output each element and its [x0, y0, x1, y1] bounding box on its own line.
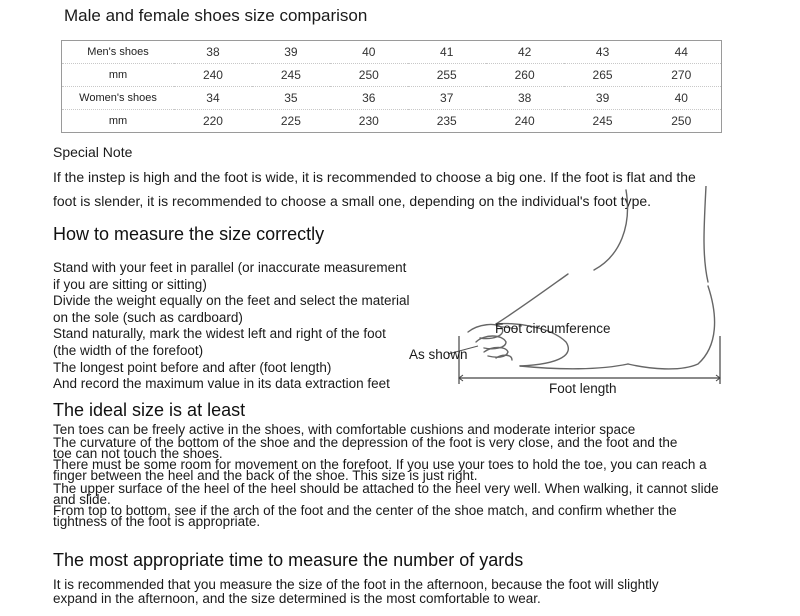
shin-front-line [594, 190, 628, 270]
ideal-line: Ten toes can be freely active in the shoes, with comfortable cushions and moderate interior space [53, 422, 636, 437]
size-table-cell: 255 [408, 64, 486, 87]
size-table-row [62, 87, 722, 110]
special-note-line-1: If the instep is high and the foot is wide, it is recommended to choose a big one. If the foot is flat and the [53, 169, 696, 185]
measure-line: (the width of the forefoot) [53, 342, 204, 358]
size-table-cell: 43 [564, 41, 642, 64]
size-table-row-label: mm [62, 64, 175, 87]
size-table-row-label: mm [108, 115, 128, 127]
size-table-cell: 38 [174, 41, 252, 64]
size-table-cell: 35 [252, 87, 330, 110]
size-table-cell: 225 [280, 114, 301, 128]
foot-circumference-label: Foot circumference [495, 321, 611, 336]
measure-line: Divide the weight equally on the feet and select the material [53, 293, 410, 309]
size-comparison-table [61, 40, 722, 133]
as-shown-label: As shown [409, 347, 468, 362]
size-table-cell: 260 [486, 64, 564, 87]
measure-heading: How to measure the size correctly [53, 224, 325, 244]
measure-line: if you are sitting or sitting) [53, 276, 207, 292]
size-table-cell: 41 [408, 41, 486, 64]
ideal-line: There must be some room for movement on the forefoot. If you use your toes to hold the toe, you can reach a [53, 457, 707, 472]
size-table-cell: 42 [486, 41, 564, 64]
size-table-cell: 240 [174, 64, 252, 87]
heel-outline [628, 286, 715, 369]
ideal-line: From top to bottom, see if the arch of the foot and the center of the shoe match, and confirm whether the [53, 503, 677, 518]
ideal-line: The curvature of the bottom of the shoe and the depression of the foot is very close, and the foot and the [53, 435, 678, 450]
ideal-line: and slide. [53, 492, 111, 507]
size-table-cell: 34 [174, 87, 252, 110]
ideal-line: finger between the heel and the back of the shoe. This size is just right. [53, 468, 478, 483]
afternoon-line-1: It is recommended that you measure the size of the foot in the afternoon, because the foot will slightly [53, 577, 659, 592]
size-table-cell: 220 [202, 114, 223, 128]
special-note-line-2: foot is slender, it is recommended to choose a small one, depending on the individual's foot type. [53, 193, 652, 209]
measure-line: Stand with your feet in parallel (or inaccurate measurement [53, 260, 407, 275]
size-table-cell: 36 [330, 87, 408, 110]
size-table-cell: 265 [564, 64, 642, 87]
size-table-cell: 40 [642, 87, 722, 110]
size-table-cell: 245 [252, 64, 330, 87]
ideal-heading: The ideal size is at least [53, 400, 246, 420]
ideal-line: The upper surface of the heel of the heel should be attached to the heel very well. When walking, it cannot slide [53, 481, 719, 496]
measure-line: on the sole (such as cardboard) [53, 309, 243, 325]
size-table-cell: 245 [592, 114, 613, 128]
size-table-row [62, 110, 722, 133]
size-table-cell: 250 [671, 114, 692, 128]
size-table-cell: 230 [358, 114, 379, 128]
size-table-cell: 40 [330, 41, 408, 64]
size-table-cell: 38 [486, 87, 564, 110]
foot-measurement-diagram [400, 186, 740, 396]
foot-length-label: Foot length [549, 381, 617, 396]
ideal-size-text [53, 424, 800, 527]
afternoon-line-2: expand in the afternoon, and the size determined is the most comfortable to wear. [53, 590, 541, 606]
size-table-row [62, 64, 722, 87]
size-table-cell: 44 [642, 41, 722, 64]
special-note-label: Special Note [53, 144, 133, 160]
leg-back-line [704, 186, 708, 282]
size-table-cell: 270 [642, 64, 722, 87]
page-title: Male and female shoes size comparison [64, 6, 368, 25]
size-table-cell: 235 [436, 114, 457, 128]
size-table-cell: 39 [564, 87, 642, 110]
afternoon-heading: The most appropriate time to measure the number of yards [53, 550, 524, 570]
ideal-line: tightness of the foot is appropriate. [53, 514, 261, 529]
size-table-row-label: Men's shoes [62, 41, 175, 64]
measure-line: Stand naturally, mark the widest left and right of the foot [53, 326, 386, 342]
size-table-cell: 37 [408, 87, 486, 110]
instep-outline [496, 274, 568, 324]
afternoon-text [53, 578, 793, 605]
ideal-line: toe can not touch the shoes. [53, 446, 223, 461]
measure-line: And record the maximum value in its data extraction feet [53, 376, 390, 392]
size-table-cell: 250 [330, 64, 408, 87]
size-table-cell: 240 [514, 114, 535, 128]
measure-line: The longest point before and after (foot length) [53, 359, 332, 375]
size-table-cell: 39 [252, 41, 330, 64]
size-table-row-label: Women's shoes [62, 87, 175, 110]
size-table-row [62, 41, 722, 64]
